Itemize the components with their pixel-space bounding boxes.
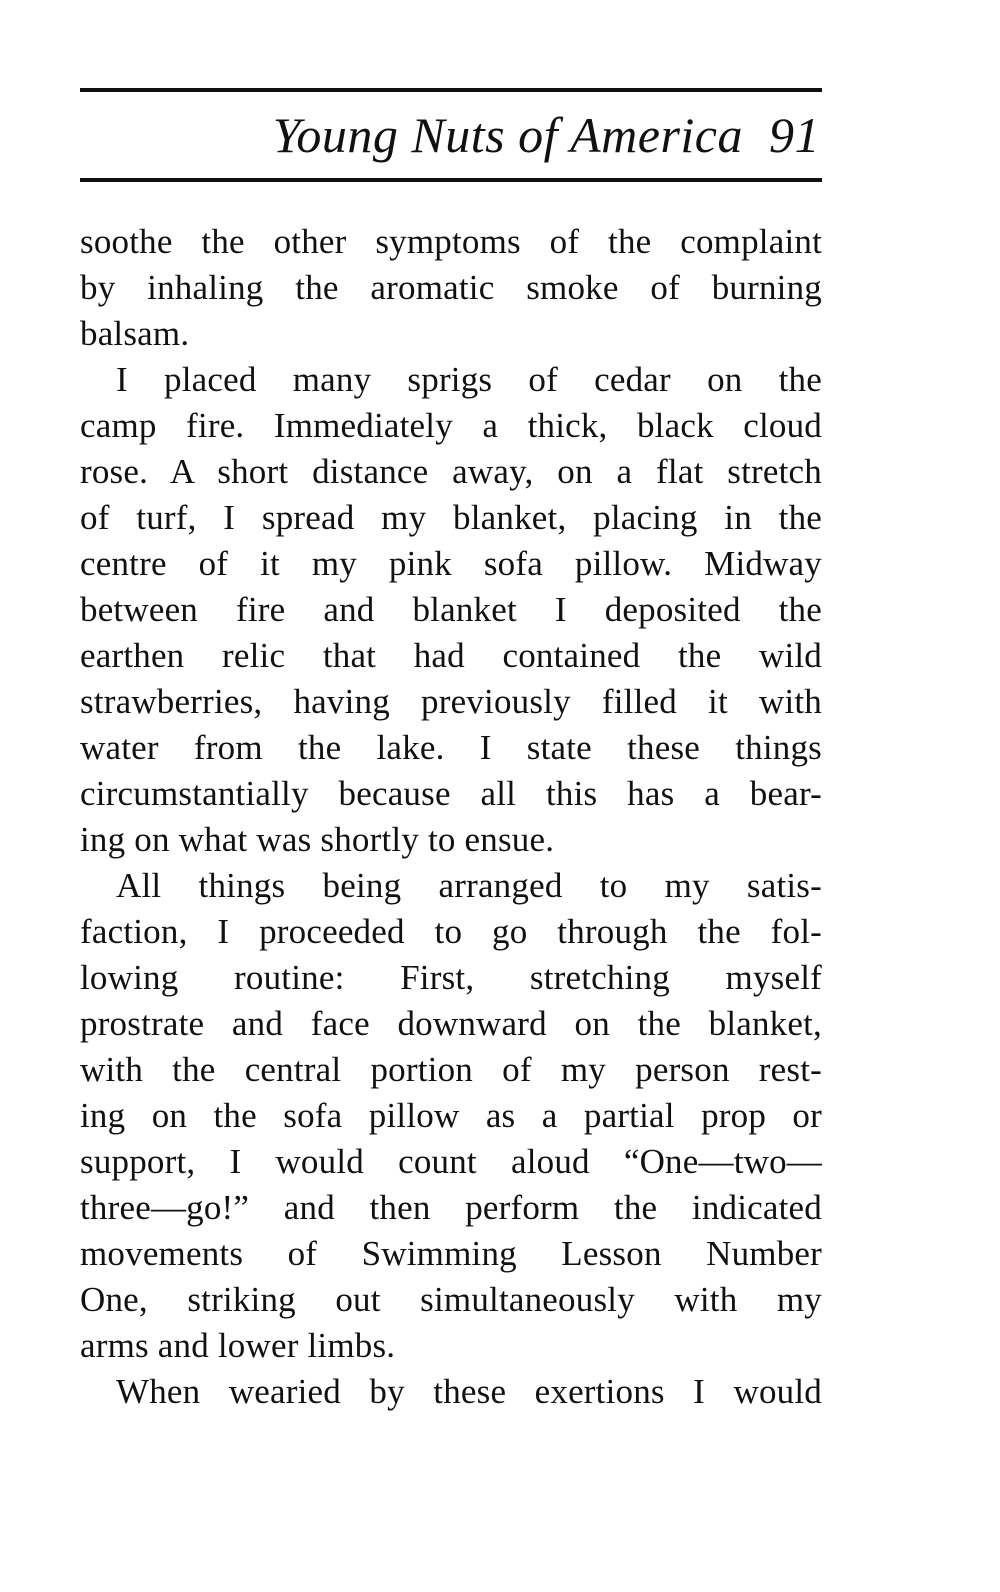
text-line: by inhaling the aromatic smoke of burning (80, 268, 822, 307)
text-line: balsam. (80, 314, 190, 353)
text-line: prostrate and face downward on the blanket, (80, 1004, 822, 1043)
text-line: earthen relic that had contained the wild (80, 636, 822, 675)
text-line: ing on what was shortly to ensue. (80, 820, 555, 859)
text-line: rose. A short distance away, on a flat stretch (80, 452, 822, 491)
text-line: with the central portion of my person rest- (80, 1050, 822, 1089)
text-line: One, striking out simultaneously with my (80, 1280, 822, 1319)
text-line: camp fire. Immediately a thick, black cloud (80, 406, 822, 445)
body-text (80, 219, 822, 1415)
text-line: between fire and blanket I deposited the (80, 590, 822, 629)
text-line: faction, I proceeded to go through the fol- (80, 912, 822, 951)
text-line: arms and lower limbs. (80, 1326, 396, 1365)
text-line: I placed many sprigs of cedar on the (116, 360, 822, 399)
running-head (80, 100, 820, 170)
text-line: circumstantially because all this has a bear- (80, 774, 822, 813)
text-line: water from the lake. I state these things (80, 728, 822, 767)
text-line: strawberries, having previously filled it with (80, 682, 822, 721)
text-line: centre of it my pink sofa pillow. Midway (80, 544, 822, 583)
header-top-rule (80, 88, 822, 92)
text-line: of turf, I spread my blanket, placing in the (80, 498, 822, 537)
text-line: ing on the sofa pillow as a partial prop or (80, 1096, 822, 1135)
text-line: lowing routine: First, stretching myself (80, 958, 822, 997)
text-line: All things being arranged to my satis- (116, 866, 822, 905)
text-line: When wearied by these exertions I would (116, 1372, 822, 1411)
text-line: support, I would count aloud “One—two— (80, 1142, 822, 1181)
page-number: 91 (769, 107, 820, 163)
text-line: soothe the other symptoms of the complaint (80, 222, 822, 261)
header-bottom-rule (80, 178, 822, 182)
text-line: movements of Swimming Lesson Number (80, 1234, 822, 1273)
running-title: Young Nuts of America (272, 107, 743, 163)
text-line: three—go!” and then perform the indicated (80, 1188, 822, 1227)
